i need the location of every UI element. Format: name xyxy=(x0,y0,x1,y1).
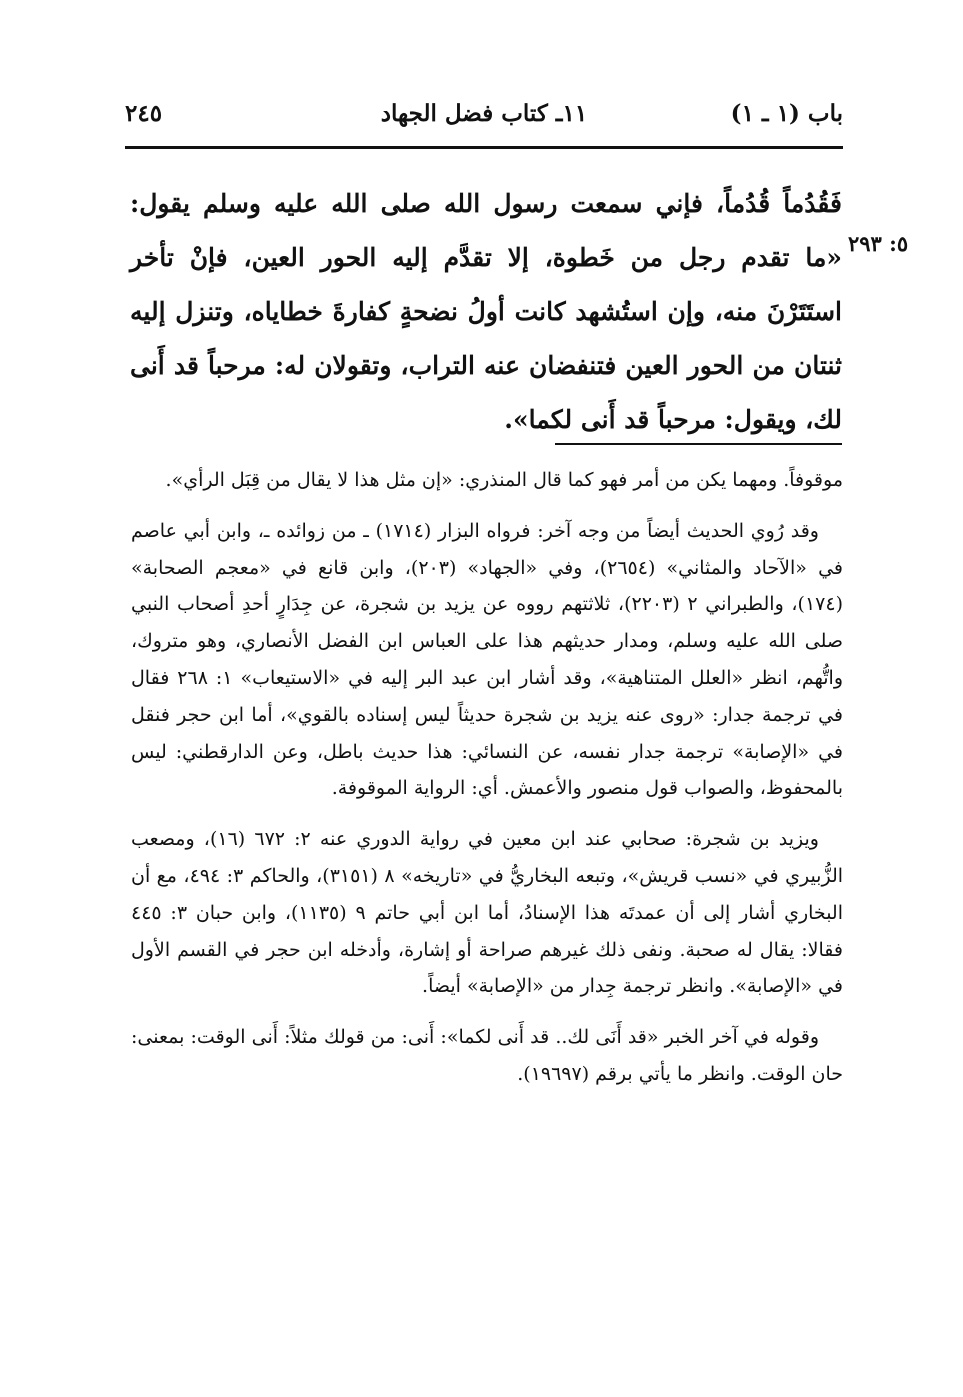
footnote-paragraph-continuation: موقوفاً. ومهما يكن من أمر فهو كما قال المنذري: «إن مثل هذا لا يقال من قِبَل الرأي». xyxy=(165,469,843,491)
footnote-paragraph: وقد رُوي الحديث أيضاً من وجه آخر: فرواه البزار (١٧١٤) ـ من زوائده ـ، وابن أبي عاصم في «الآحاد والمثاني» (٢٦٥٤)، وفي «الجهاد» (٢٠٣)، وابن قانع في «معجم الصحابة» (١٧٤)، والطبراني ٢ (٢٢٠٣)، ثلاثتهم رووه عن يزيد بن شجرة، عن جِدَارٍ أحدِ أصحاب النبي صلى الله عليه وسلم، ومدار حديثهم هذا على العباس ابن الفضل الأنصاري، وهو متروك، واتُّهم، انظر «العلل المتناهية»، وقد أشار ابن عبد البر إليه في «الاستيعاب» ١: ٢٦٨ فقال في ترجمة جدار: «روى عنه يزيد بن شجرة حديثاً ليس إسناده بالقوي»، أما ابن حجر فنقل في «الإصابة» ترجمة جدار نفسه، عن النسائي: هذا حديث باطل، وعن الدارقطني: ليس بالمحفوظ، والصواب قول منصور والأعمش. أي: الرواية الموقوفة. xyxy=(131,519,844,800)
footnote-divider xyxy=(555,443,842,445)
marginal-reference: ٥: ٢٩٣ xyxy=(848,231,909,256)
page-number: ٢٤٥ xyxy=(125,100,163,127)
footnotes-section xyxy=(131,462,843,1107)
page-header xyxy=(125,100,843,149)
book-title: ١١ـ كتاب فضل الجهاد xyxy=(380,100,588,127)
footnote-paragraph: ويزيد بن شجرة: صحابي عند ابن معين في رواية الدوري عنه ٢: ٦٧٢ (١٦)، ومصعب الزُّبيري في «نسب قريش»، وتبعه البخاريُّ في «تاريخه» ٨ (٣١٥١)، والحاكم ٣: ٤٩٤، مع أن البخاري أشار إلى أن عمدتَه هذا الإسنادُ، أما ابن أبي حاتم ٩ (١١٣٥)، وابن حبان ٣: ٤٤٥ فقالا: يقال له صحبة. ونفى ذلك غيرهم صراحة أو إشارة، وأدخله ابن حجر في القسم الأول في «الإصابة». وانظر ترجمة جِدار من «الإصابة» أيضاً. xyxy=(131,828,844,998)
footnote-paragraph: وقوله في آخر الخبر «قد أَنَى لك.. قد أَنى لكما»: أَنى: من قولك مثلاً: أَنى الوقت: بمعنى: حان الوقت. وانظر ما يأتي برقم (١٩٦٩٧). xyxy=(131,1026,843,1085)
chapter-reference: باب (١ ـ ١) xyxy=(730,100,843,127)
hadith-main-text: فَقُدُماً قُدُماً، فإني سمعت رسول الله صلى الله عليه وسلم يقول: «ما تقدم رجل من خَطوة، إلا تقدَّم إليه الحور العين، فإنْ تأخر استَتَرْنَ منه، وإن استُشهد كانت أولُ نضحةٍ كفارةَ خطاياه، وتنزل إليه ثنتان من الحور العين فتنفضان عنه التراب، وتقولان له: مرحباً قد أَنى لك، ويقول: مرحباً قد أَنى لكما». xyxy=(130,189,842,434)
